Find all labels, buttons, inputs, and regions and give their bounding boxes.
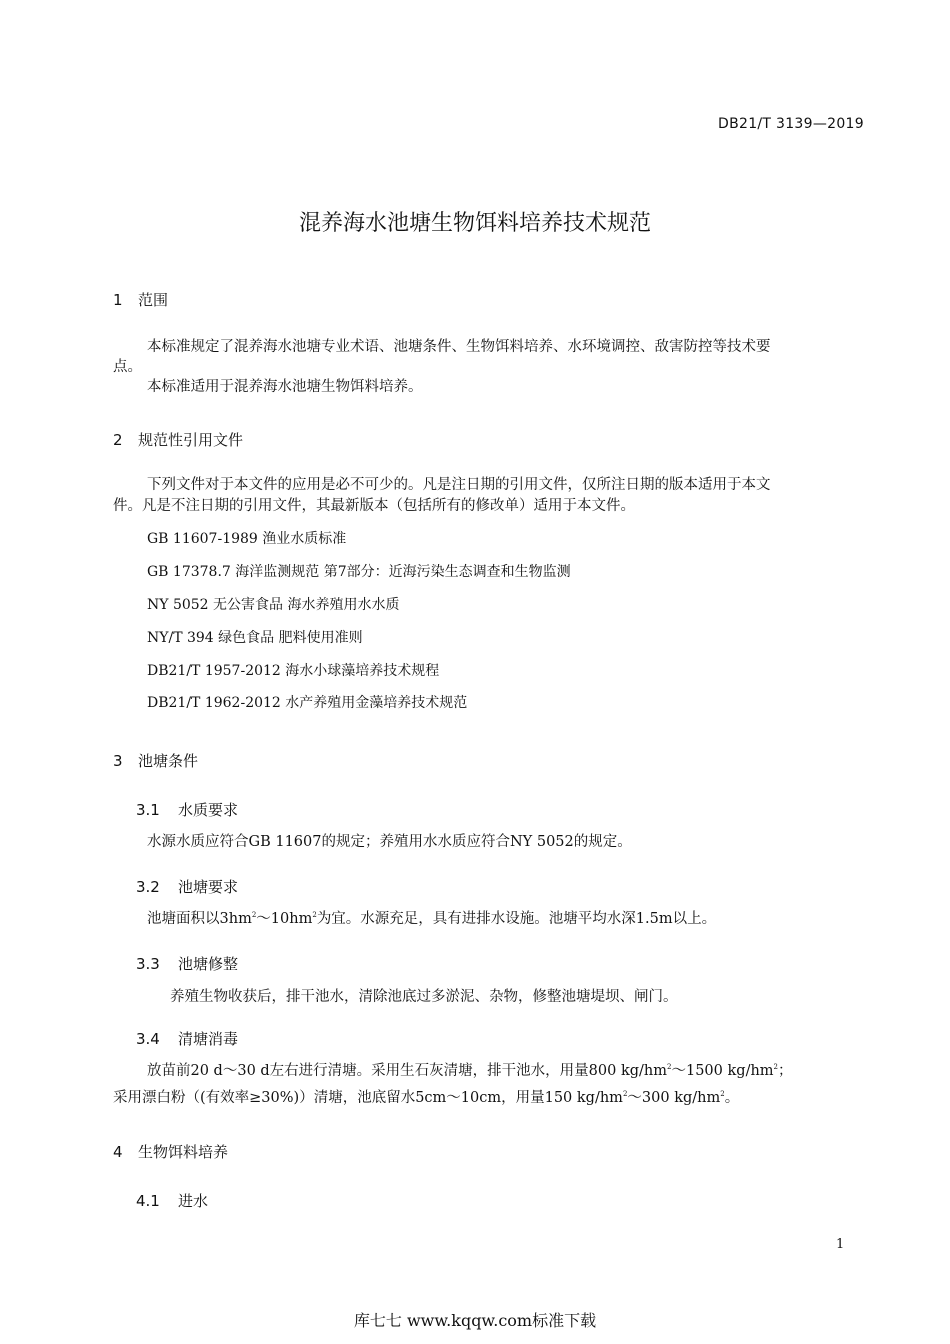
superscript: 2 xyxy=(312,911,317,919)
section-title: 范围 xyxy=(138,291,169,309)
section-2-heading xyxy=(113,429,243,450)
section-2-paragraph-line-1: 下列文件对于本文件的应用是必不可少的。凡是注日期的引用文件，仅所注日期的版本适用于本文 xyxy=(147,477,771,493)
reference-item: NY 5052 无公害食品 海水养殖用水水质 xyxy=(147,597,400,613)
subsection-title: 进水 xyxy=(178,1192,209,1210)
section-1-paragraph-1-line-2: 点。 xyxy=(113,359,142,375)
reference-item: GB 17378.7 海洋监测规范 第7部分：近海污染生态调查和生物监测 xyxy=(147,564,571,580)
section-number: 4 xyxy=(113,1143,123,1161)
reference-item: GB 11607-1989 渔业水质标准 xyxy=(147,531,347,547)
subsection-4-1-heading xyxy=(136,1190,208,1211)
section-number: 1 xyxy=(113,291,123,309)
subsection-number: 3.1 xyxy=(136,801,160,819)
superscript: 2 xyxy=(622,1090,628,1098)
superscript: 2 xyxy=(251,911,257,919)
subsection-3-1-heading xyxy=(136,799,238,820)
page-number: 1 xyxy=(836,1237,845,1252)
section-number: 3 xyxy=(113,752,123,770)
subsection-number: 3.4 xyxy=(136,1030,160,1048)
subsection-number: 3.2 xyxy=(136,878,160,896)
subsection-3-1-text: 水源水质应符合GB 11607的规定；养殖用水水质应符合NY 5052的规定。 xyxy=(147,834,632,850)
section-1-heading xyxy=(113,289,168,310)
section-number: 2 xyxy=(113,431,123,449)
reference-item: DB21/T 1957-2012 海水小球藻培养技术规程 xyxy=(147,663,440,679)
subsection-3-3-text: 养殖生物收获后，排干池水，清除池底过多淤泥、杂物，修整池塘堤坝、闸门。 xyxy=(170,989,678,1005)
section-1-paragraph-2: 本标准适用于混养海水池塘生物饵料培养。 xyxy=(147,379,423,395)
text-run: 放苗前20 d～30 d左右进行清塘。采用生石灰清塘，排干池水，用量800 kg/hm xyxy=(147,1063,668,1079)
reference-item: NY/T 394 绿色食品 肥料使用准则 xyxy=(147,630,363,646)
text-run: 采用漂白粉（(有效率≥30%)）清塘，池底留水5cm～10cm，用量150 kg/hm xyxy=(113,1090,623,1106)
section-4-heading xyxy=(113,1141,228,1162)
subsection-number: 4.1 xyxy=(136,1192,160,1210)
superscript: 2 xyxy=(667,1063,672,1071)
document-title: 混养海水池塘生物饵料培养技术规范 xyxy=(298,211,651,236)
section-title: 池塘条件 xyxy=(138,752,199,770)
subsection-title: 池塘要求 xyxy=(178,878,239,896)
subsection-3-4-line-1 xyxy=(147,1061,793,1082)
superscript: 2 xyxy=(720,1090,725,1098)
section-2-paragraph-line-2: 件。凡是不注日期的引用文件，其最新版本（包括所有的修改单）适用于本文件。 xyxy=(113,498,635,514)
subsection-title: 清塘消毒 xyxy=(178,1030,239,1048)
subsection-3-2-text xyxy=(147,909,716,930)
subsection-3-4-line-2 xyxy=(113,1088,739,1109)
text-run: 池塘面积以3hm xyxy=(147,911,252,927)
text-run: 。 xyxy=(724,1090,740,1106)
section-3-heading xyxy=(113,750,198,771)
text-run: ～300 kg/hm xyxy=(627,1090,721,1106)
subsection-title: 池塘修整 xyxy=(178,955,239,973)
footer-watermark-text: 库七七 www.kqqw.com标准下载 xyxy=(353,1311,597,1330)
subsection-number: 3.3 xyxy=(136,955,160,973)
subsection-title: 水质要求 xyxy=(178,801,239,819)
superscript: 2 xyxy=(773,1063,779,1071)
subsection-3-2-heading xyxy=(136,876,238,897)
section-1-paragraph-1-line-1: 本标准规定了混养海水池塘专业术语、池塘条件、生物饵料培养、水环境调控、敌害防控等技术要 xyxy=(147,339,771,355)
text-run: ～1500 kg/hm xyxy=(671,1063,774,1079)
text-run: ； xyxy=(778,1063,793,1079)
subsection-3-3-heading xyxy=(136,953,238,974)
text-run: ～10hm xyxy=(256,911,313,927)
section-title: 生物饵料培养 xyxy=(138,1143,229,1161)
subsection-3-4-heading xyxy=(136,1028,238,1049)
section-title: 规范性引用文件 xyxy=(138,431,244,449)
text-run: 为宜。水源充足，具有进排水设施。池塘平均水深1.5m以上。 xyxy=(316,911,717,927)
reference-item: DB21/T 1962-2012 水产养殖用金藻培养技术规范 xyxy=(147,695,468,711)
document-code: DB21/T 3139—2019 xyxy=(718,116,864,132)
